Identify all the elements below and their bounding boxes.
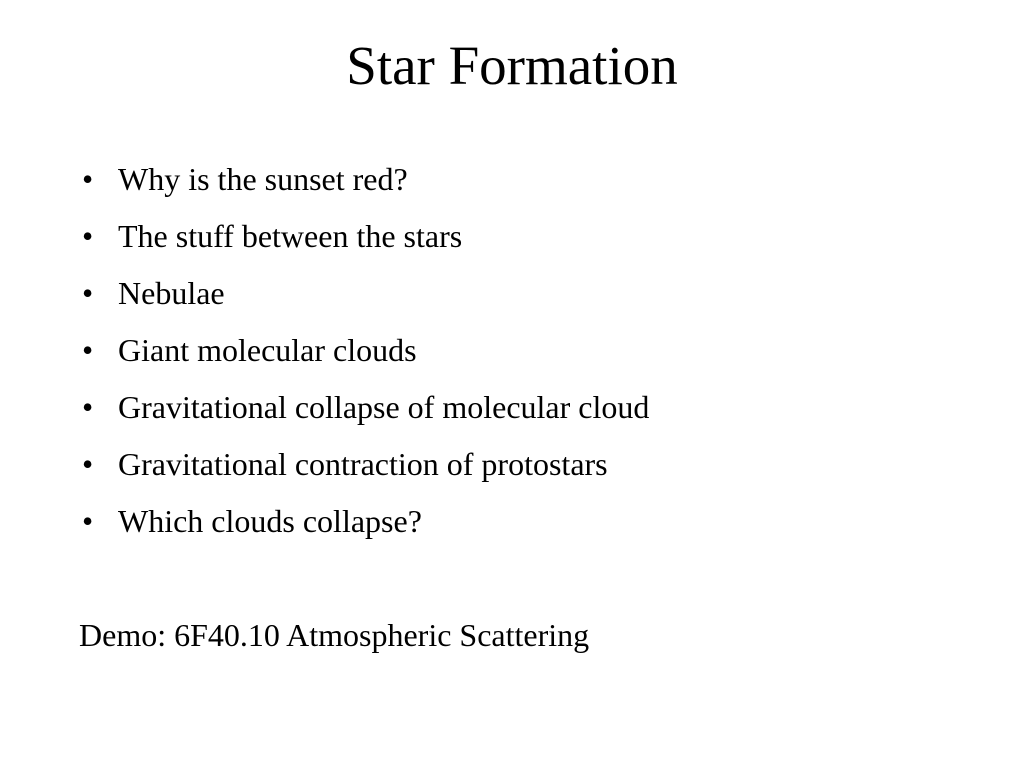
bullet-list	[82, 151, 982, 550]
bullet-icon: •	[82, 503, 94, 539]
list-item	[82, 208, 982, 265]
list-item	[82, 379, 982, 436]
bullet-icon: •	[82, 275, 94, 311]
bullet-text: Gravitational contraction of protostars	[118, 446, 608, 482]
bullet-text: Which clouds collapse?	[118, 503, 422, 539]
demo-note: Demo: 6F40.10 Atmospheric Scattering	[79, 617, 590, 653]
bullet-text: Gravitational collapse of molecular cloud	[118, 389, 650, 425]
list-item	[82, 151, 982, 208]
bullet-text: Nebulae	[118, 275, 225, 311]
list-item	[82, 436, 982, 493]
bullet-icon: •	[82, 389, 94, 425]
list-item	[82, 493, 982, 550]
bullet-text: Giant molecular clouds	[118, 332, 417, 368]
list-item	[82, 322, 982, 379]
bullet-icon: •	[82, 161, 94, 197]
bullet-icon: •	[82, 218, 94, 254]
bullet-icon: •	[82, 332, 94, 368]
bullet-text: The stuff between the stars	[118, 218, 463, 254]
bullet-icon: •	[82, 446, 94, 482]
bullet-text: Why is the sunset red?	[118, 161, 408, 197]
list-item	[82, 265, 982, 322]
slide-title: Star Formation	[346, 35, 678, 96]
